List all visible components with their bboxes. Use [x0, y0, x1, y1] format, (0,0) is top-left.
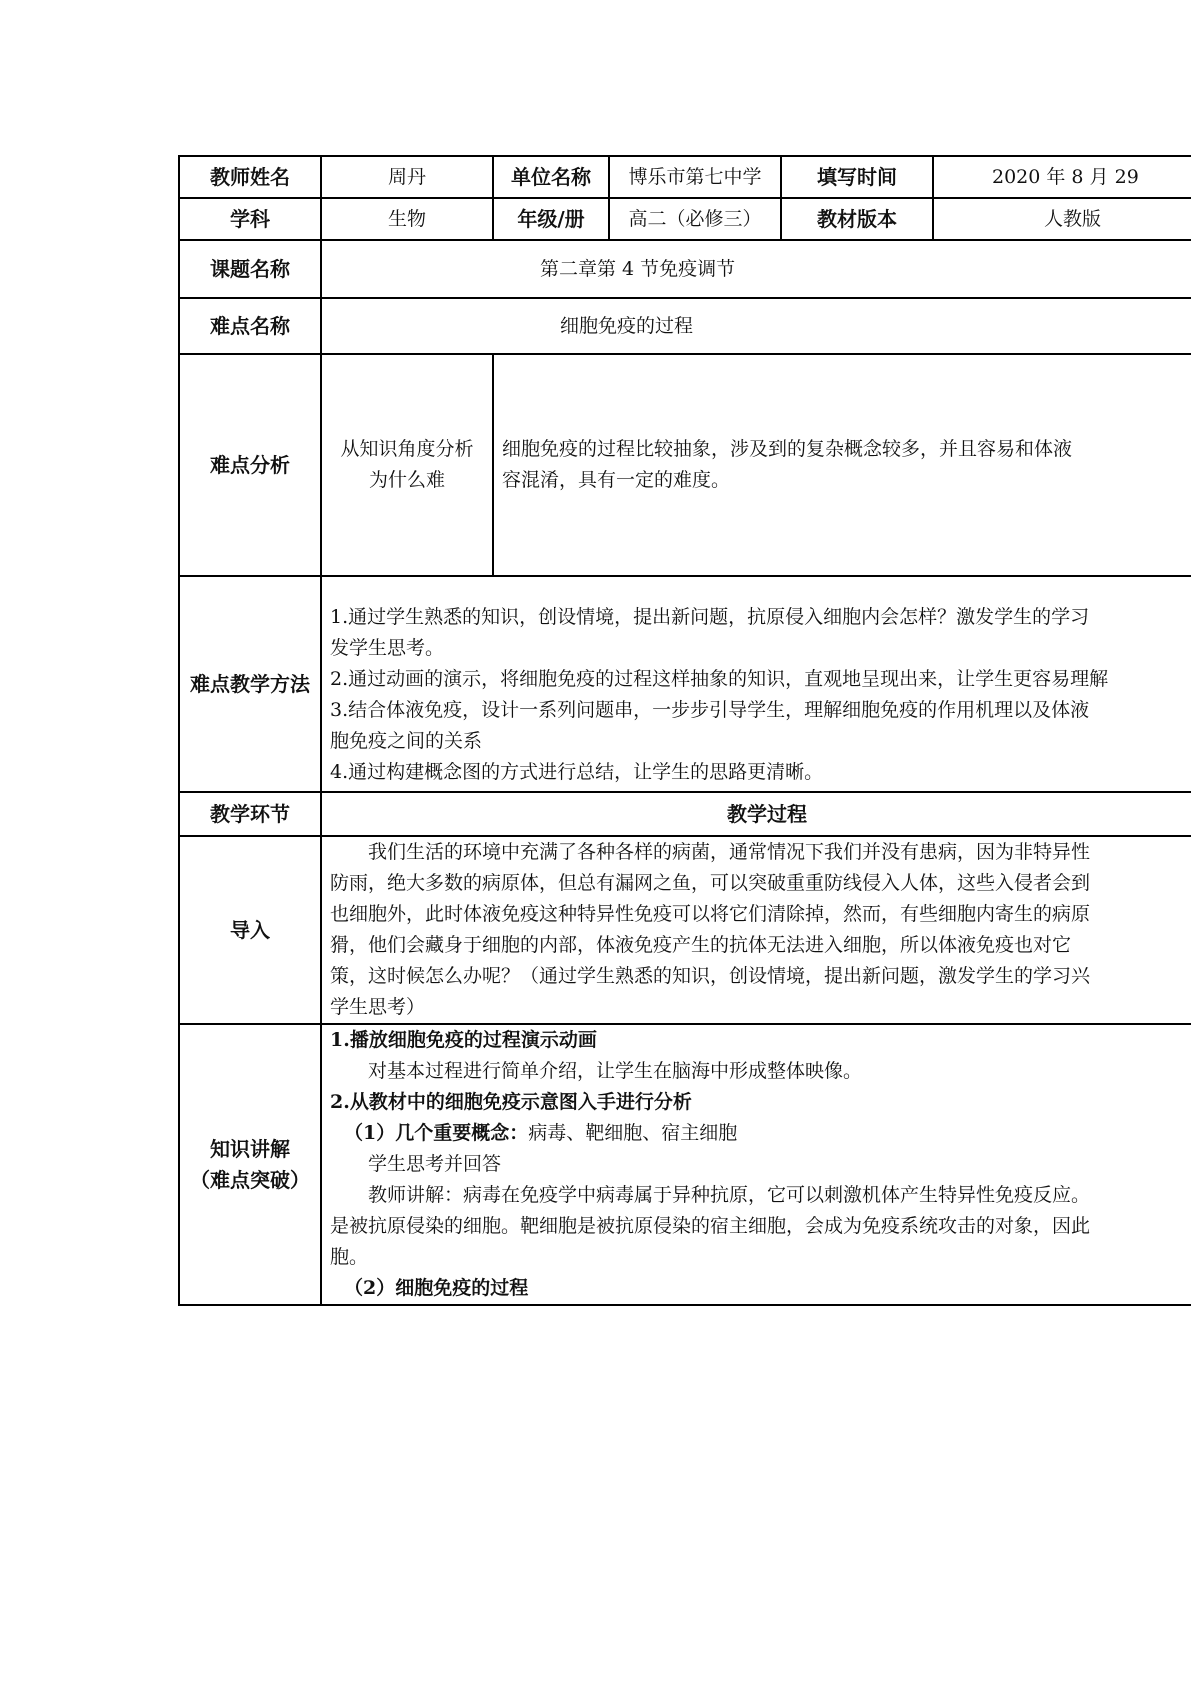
method-line-5: 胞免疫之间的关系: [330, 730, 483, 752]
topic-value: 第二章第 4 节免疫调节: [321, 240, 1191, 298]
analysis-row: [179, 354, 1191, 576]
lesson-plan-sheet: [178, 155, 1191, 1306]
subject-label: 学科: [179, 198, 321, 240]
intro-line-6: 学生思考）: [330, 996, 426, 1018]
topic-row: [179, 240, 1191, 298]
stage-label: 教学环节: [179, 792, 321, 836]
knowledge-heading-3-bold: （1）几个重要概念：: [344, 1122, 529, 1144]
method-line-4: 3.结合体液免疫，设计一系列问题串，一步步引导学生，理解细胞免疫的作用机理以及体液: [330, 699, 1090, 721]
intro-row: [179, 836, 1191, 1024]
knowledge-para-2: 学生思考并回答: [368, 1153, 502, 1175]
teacher-label: 教师姓名: [179, 156, 321, 198]
intro-line-2: 防雨，绝大多数的病原体，但总有漏网之鱼，可以突破重重防线侵入人体，这些入侵者会到: [330, 872, 1091, 894]
teacher-value: 周丹: [321, 156, 493, 198]
knowledge-content: [321, 1024, 1191, 1305]
intro-line-1: 我们生活的环境中充满了各种各样的病菌，通常情况下我们并没有患病，因为非特异性: [368, 841, 1091, 863]
stage-header-row: [179, 792, 1191, 836]
method-line-6: 4.通过构建概念图的方式进行总结，让学生的思路更清晰。: [330, 761, 824, 783]
difficulty-label: 难点名称: [179, 298, 321, 354]
info-row-2: [179, 198, 1191, 240]
knowledge-para-4: 是被抗原侵染的细胞。靶细胞是被抗原侵染的宿主细胞，会成为免疫系统攻击的对象，因此: [330, 1215, 1091, 1237]
unit-label: 单位名称: [493, 156, 609, 198]
intro-line-4: 猾，他们会藏身于细胞的内部，体液免疫产生的抗体无法进入细胞，所以体液免疫也对它: [330, 934, 1072, 956]
knowledge-heading-1: 1.播放细胞免疫的过程演示动画: [330, 1029, 597, 1051]
knowledge-heading-3-rest: 病毒、靶细胞、宿主细胞: [528, 1122, 738, 1144]
edition-value: 人教版: [933, 198, 1191, 240]
method-line-2: 发学生思考。: [330, 637, 445, 659]
knowledge-label-line2: （难点突破）: [190, 1167, 310, 1192]
subject-value: 生物: [321, 198, 493, 240]
topic-label: 课题名称: [179, 240, 321, 298]
method-row: [179, 576, 1191, 792]
method-line-3: 2.通过动画的演示，将细胞免疫的过程这样抽象的知识，直观地呈现出来，让学生更容易理解: [330, 668, 1109, 690]
knowledge-heading-4: （2）细胞免疫的过程: [344, 1277, 529, 1299]
knowledge-label-line1: 知识讲解: [210, 1136, 290, 1161]
knowledge-para-5: 胞。: [330, 1246, 369, 1268]
difficulty-row: [179, 298, 1191, 354]
intro-line-5: 策，这时候怎么办呢？（通过学生熟悉的知识，创设情境，提出新问题，激发学生的学习兴: [330, 965, 1091, 987]
method-label: 难点教学方法: [179, 576, 321, 792]
knowledge-heading-3: [330, 1118, 1191, 1149]
analysis-content: [493, 354, 1191, 576]
process-label: 教学过程: [321, 792, 1191, 836]
method-content: [321, 576, 1191, 792]
analysis-sub-label-line2: 为什么难: [368, 469, 445, 491]
knowledge-label: [179, 1024, 321, 1305]
difficulty-value: 细胞免疫的过程: [321, 298, 1191, 354]
grade-label: 年级/册: [493, 198, 609, 240]
analysis-sub-label: [321, 354, 493, 576]
info-row-1: [179, 156, 1191, 198]
intro-line-3: 也细胞外，此时体液免疫这种特异性免疫可以将它们清除掉，然而，有些细胞内寄生的病原: [330, 903, 1091, 925]
lesson-plan-table: [178, 155, 1191, 1306]
date-label: 填写时间: [781, 156, 933, 198]
knowledge-para-3: 教师讲解：病毒在免疫学中病毒属于异种抗原，它可以刺激机体产生特异性免疫反应。: [368, 1184, 1091, 1206]
edition-label: 教材版本: [781, 198, 933, 240]
knowledge-para-1: 对基本过程进行简单介绍，让学生在脑海中形成整体映像。: [368, 1060, 863, 1082]
unit-value: 博乐市第七中学: [609, 156, 781, 198]
method-line-1: 1.通过学生熟悉的知识，创设情境，提出新问题，抗原侵入细胞内会怎样？激发学生的学习: [330, 606, 1090, 628]
intro-label: 导入: [179, 836, 321, 1024]
intro-content: [321, 836, 1191, 1024]
analysis-label: 难点分析: [179, 354, 321, 576]
analysis-line-2: 容混淆，具有一定的难度。: [502, 469, 731, 491]
knowledge-heading-2: 2.从教材中的细胞免疫示意图入手进行分析: [330, 1091, 692, 1113]
knowledge-row: [179, 1024, 1191, 1305]
grade-value: 高二（必修三）: [609, 198, 781, 240]
analysis-line-1: 细胞免疫的过程比较抽象，涉及到的复杂概念较多，并且容易和体液: [502, 438, 1073, 460]
analysis-sub-label-line1: 从知识角度分析: [340, 438, 474, 460]
date-value: 2020 年 8 月 29: [933, 156, 1191, 198]
